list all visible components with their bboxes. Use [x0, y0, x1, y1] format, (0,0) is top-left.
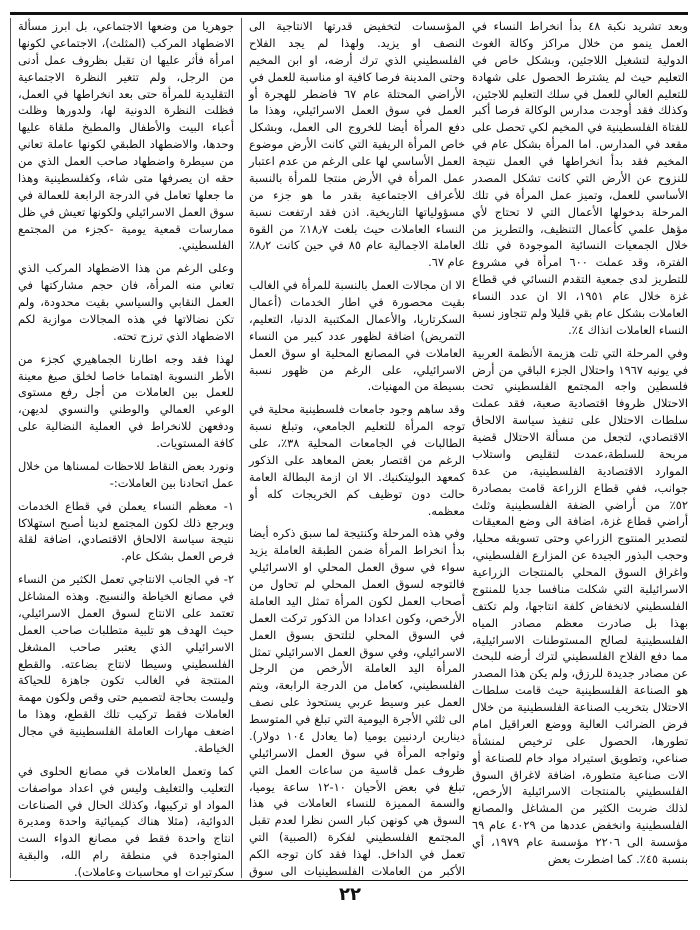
- paragraph: المؤسسات لتخفيض قدرتها الانتاجية الى النصف او يزيد. ولهذا لم يجد الفلاح الفلسطيني الذي ترك أرضه، او ابن المخيم وحتى المدينة فرصا كافية او مناسبة للعمل في الأراضي المحتلة عام ٦٧ فاضطر للهجرة أو العمل في سوق العمل الاسرائيلي، وهذا ما دفع المرأة أيضا للخروج الى العمل، وبشكل خاص المرأة الريفية التي كانت الأرض موضوع العمل الأساسي لها على الرغم من عدم اعتبار عمل المرأة في الأرض منتجا للمرأة بالنسبة للأعراف الاجتماعية بقدر ما هو جزء من مسؤولياتها التاريخية. اذن فقد ارتفعت نسبة النساء العاملات حيث بلغت ١٨٫٧٪ من القوة العاملة الاجمالية عام ٨٥ في حين كانت ٨٫٢٪ عام ٦٧.: [249, 19, 465, 270]
- paragraph: وبعد تشريد نكبة ٤٨ بدأ انخراط النساء في العمل ينمو من خلال مراكز وكالة الغوث الدولية لتشغيل اللاجئين، وبشكل خاص في التعليم حيث لم يشترط الحصول على شهادة للتعليم العالي للعمل في سلك التعليم للاجئين، وكذلك فقد أوجدت مدارس الوكالة فرصا أكبر للفتاة الفلسطينية في المخيم لكي تحصل على مقعد في المدارس. اما المرأة بشكل عام في المخيم فقد بدأ انخراطها في العمل نتيجة للنزوح عن الأرض التي كانت تشكل المصدر الأساسي للعمل، وتميز عمل المرأة في تلك المرحلة بدخولها الأعمال التي لا تحتاج لأي مؤهل علمي كأعمال التنظيف، والتطريز من خلال الجمعيات النسائية الموجودة في تلك الفترة، وقد عملت ٦٠٠ امرأة في مشروع للتطريز لدى جمعية التقدم النسائي في قطاع غزة خلال عام ١٩٥١، الا ان عدد النساء العاملات بشكل عام بقي قليلا ولم تتجاوز نسبة النساء العاملات انذاك ٤٪.: [472, 19, 688, 337]
- paragraph: ٢- في الجانب الانتاجي تعمل الكثير من النساء في مصانع الخياطة والنسيج. وهذه المشاغل تعتمد على الانتاج لسوق العمل الاسرائيلي، حيث الهدف هو تلبية متطلبات صاحب العمل الاسرائيلي الذي يعتبر صاحب المشغل الفلسطيني وسيطا لانتاج بضاعته. والقطع المنتجة في الغالب تكون جاهزة للحياكة وليست بحاجة لتصميم حتى وقص ولكون مهمة العاملات فقط تركيب تلك القطع، وهذا ما اضعف مهارات العاملة الفلسطينية في مجال الخياطة.: [18, 572, 234, 755]
- paragraph: جوهريا من وضعها الاجتماعي، بل ابرز مسألة الاضطهاد المركب (المثلث)، الاجتماعي لكونها امرأة فأثر عليها ان تقبل بظروف عمل أدنى من الرجل، ولم تتغير النظرة الاجتماعية التقليدية للمرأة حتى بعد انخراطها في العمل، فظلت النظرة الدونية لها، ولدورها وظلت أعباء البيت والأطفال والمطبخ ملقاة عليها وحدها، والاضطهاد الطبقي لكونها عاملة تعاني من سيطرة واضطهاد صاحب العمل الذي من حقه ان يصرفها متى شاء، وكفلسطينية وهذا ما جعلها تعامل في الدرجة الرابعة للعمالة في سوق العمل الاسرائيلي ولكونها تعيش في ظل ممارسات قمعية يومية -كجزء من المجتمع الفلسطيني.: [18, 19, 234, 253]
- paragraph: وفي المرحلة التي تلت هزيمة الأنظمة العربية في يونيه ١٩٦٧ واحتلال الجزء الباقي من أرض فلسطين واجه المجتمع الفلسطيني تحت الاحتلال ظروفا اقتصادية صعبة، فقد عملت سلطات الاحتلال على تنفيذ سياسة الالحاق الاقتصادي، لتجعل من مسألة الاحتلال قضية مربحة للسلطة،عمدت لتقليص واستلاب الموارد الاقتصادية الفلسطينية، من عدة جوانب، ففي قطاع الزراعة قامت بمصادرة ٥٢٪ من أراضي الضفة الفلسطينية وثلث أراضي قطاع غزة، اضافة الى وضع المعيقات لتصدير المنتوج الزراعي وحتى تسويقه محليا، وحجب البذور الجيدة عن المزارع الفلسطيني، واغراق السوق المحلي بالمنتجات الزراعية الاسرائيلية التي شكلت منافسا جديا للمنتوج الفلسطيني لانخفاض كلفة انتاجها، ولم تكتف بهذا بل صادرت معظم مصادر المياه الفلسطينية لصالح المستوطنات الاسرائيلية، مما دفع الفلاح الفلسطيني لترك أرضه للبحث عن مصادر جديدة للرزق، ولم يكن هذا المصدر هو الصناعة الفلسطينية حيث قامت سلطات الاحتلال بتخريب الصناعة الفلسطينية من خلال فرض الضرائب العالية ووضع العراقيل امام تطورها، الحصول على ترخيص لمنشأة صناعي، وتطويق استيراد مواد خام للصناعة أو الات صناعية متطورة، اضافة لاغراق السوق الفلسطيني بالمنتجات الاسرائيلية الأرخص، لذلك ضربت الكثير من المشاغل والمصانع الفلسطينية وانخفض عددها من ٤٠٢٩ عام ٦٩ مؤسسة الى ٢٢٠٦ مؤسسة عام ١٩٧٩، أي بنسبة ٤٥٪. كما اضطرت بعض: [472, 345, 688, 866]
- paragraph: وقد ساهم وجود جامعات فلسطينية محلية في توجه المرأة للتعليم الجامعي، وتبلغ نسبة الطالبات في الجامعات المحلية ٣٨٪، على الرغم من اقتصار بعض المعاهد على الذكور كمعهد البوليتكنيك. الا ان ازمة البطالة العامة حالت دون توظيف كم الخريجات كله أو معظمه.: [249, 402, 465, 518]
- footer-rule: [10, 880, 688, 881]
- paragraph: ١- معظم النساء يعملن في قطاع الخدمات ويرجع ذلك لكون المجتمع لدينا أصبح استهلاكا نتيجة سياسة الالحاق الاقتصادي، اضافة لقلة فرص العمل بشكل عام.: [18, 498, 234, 564]
- top-rule: [10, 12, 688, 15]
- paragraph: كما وتعمل العاملات في مصانع الحلوى في التعليب والتغليف وليس في اعداد مواصفات المواد او تركيبها، وكذلك الحال في الصناعات الدوائية، (مثلا هناك كيميائية واحدة ومديرة انتاج واحدة فقط في مصانع الدواء الست المتواجدة في منطقة رام الله، والبقية سكرتيرات او محاسبات وعاملات).: [18, 763, 234, 878]
- article-body: [10, 18, 688, 878]
- paragraph: الا ان مجالات العمل بالنسبة للمرأة في الغالب بقيت محصورة في اطار الخدمات (أعمال السكرتاريا، والأعمال المكتبية الدنيا، التعليم، التمريض) اضافة لظهور عدد كبير من النساء العاملات في المصانع المحلية او سوق العمل الاسرائيلي، على الرغم من ظهور نسبة بسيطة من المهنيات.: [249, 278, 465, 394]
- text-column-middle: [241, 18, 465, 878]
- text-column-right: [472, 18, 688, 878]
- page-number: ٢٢: [339, 884, 361, 905]
- paragraph: وعلى الرغم من هذا الاضطهاد المركب الذي تعاني منه المرأة، فان حجم مشاركتها في العمل النقابي والسياسي بقيت محدودة، ولم تكن نضالاتها في هذه المجالات موازية لكم الاضطهاد الذي ترزح تحته.: [18, 261, 234, 343]
- paragraph: وفي هذه المرحلة وكنتيجة لما سبق ذكره أيضا بدأ انخراط المرأة ضمن الطبقة العاملة يزيد سواء في سوق العمل المحلي او الاسرائيلي فالتوجه لسوق العمل المحلي لم تحاول من أصحاب العمل لكون المرأة تمثل اليد العاملة الأرخص، وكون اعدادا من الذكور تركت العمل في السوق المحلي لتلتحق بسوق العمل الاسرائيلي، وفي سوق العمل الاسرائيلي تمثل المرأة اليد العاملة الأرخص من الرجل الفلسطيني، كعامل من الدرجة الرابعة، ويتم العمل عبر وسيط عربي يستحوذ على نصف الى ثلثي الأجرة اليومية التي تبلغ في المتوسط دينارين اردنيين يوميا (ما يعادل ١٠٤ دولار). وتواجه المرأة في سوق العمل الاسرائيلي ظروف عمل قاسية من ساعات العمل التي تبلغ في بعض الأحيان ١٠-١٢ ساعة يوميا، والسمة المميزة للنساء العاملات في هذا السوق هي كونهن كبار السن نظرا لعدم تقبل المجتمع الفلسطيني لفكرة (الصبية) التي تعمل في الداخل. لهذا فقد كان توجه الكم الأكبر من العاملات الفلسطينيات الى سوق: [249, 526, 465, 878]
- text-column-left: [10, 18, 234, 878]
- paragraph: لهذا فقد وجه اطارنا الجماهيري كجزء من الأطر النسوية اهتماما خاصا لخلق صيغ معينة للعمل بين العاملات من أجل رفع مستوى الوعي العمالي والوطني والنسوي لديهن، ودفعهن للانخراط في العملية النضالية على كافة المستويات.: [18, 351, 234, 450]
- paragraph: ونورد بعض النقاط للاحظات لمسناها من خلال عمل اتحادنا بين العاملات:-: [18, 458, 234, 490]
